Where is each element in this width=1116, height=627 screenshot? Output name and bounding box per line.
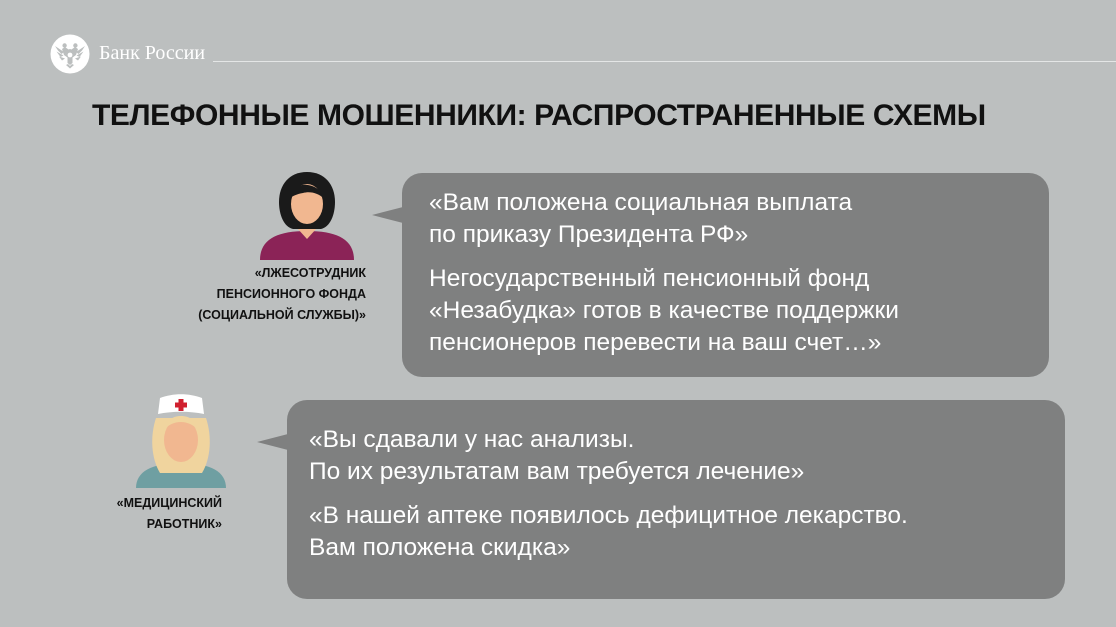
quote-line: «Вы сдавали у нас анализы. [309, 426, 635, 453]
caption-line: «ЛЖЕСОТРУДНИК [254, 266, 366, 280]
quote-line: Негосударственный пенсионный фонд [429, 265, 870, 292]
header-divider [213, 61, 1116, 62]
quote-line: Вам положена скидка» [309, 534, 571, 561]
quote [429, 263, 1049, 359]
caption-line: (СОЦИАЛЬНОЙ СЛУЖБЫ)» [198, 308, 366, 322]
quote-line: пенсионеров перевести на ваш счет…» [429, 329, 882, 356]
quote-line: по приказу Президента РФ» [429, 221, 749, 248]
medical-worker-speech-bubble [287, 400, 1065, 599]
medical-worker-avatar-icon [134, 392, 228, 488]
pension-worker-caption [198, 263, 366, 326]
quote [309, 424, 1065, 488]
medical-worker-caption [117, 493, 222, 535]
brand-name: Банк России [99, 42, 206, 64]
quote [429, 187, 1049, 251]
double-headed-eagle-icon [50, 34, 90, 74]
header [50, 34, 1116, 74]
quote-line: «В нашей аптеке появилось дефицитное лекарство. [309, 502, 908, 529]
page-title: ТЕЛЕФОННЫЕ МОШЕННИКИ: РАСПРОСТРАНЕННЫЕ СХЕМЫ [92, 99, 986, 132]
pension-worker-avatar-icon [256, 168, 358, 260]
quote [309, 500, 1065, 564]
pension-worker-speech-bubble [402, 173, 1049, 377]
caption-line: РАБОТНИК» [146, 517, 222, 531]
caption-line: ПЕНСИОННОГО ФОНДА [216, 287, 366, 301]
quote-line: «Вам положена социальная выплата [429, 189, 853, 216]
quote-line: По их результатам вам требуется лечение» [309, 458, 805, 485]
quote-line: «Незабудка» готов в качестве поддержки [429, 297, 899, 324]
caption-line: «МЕДИЦИНСКИЙ [116, 496, 222, 510]
